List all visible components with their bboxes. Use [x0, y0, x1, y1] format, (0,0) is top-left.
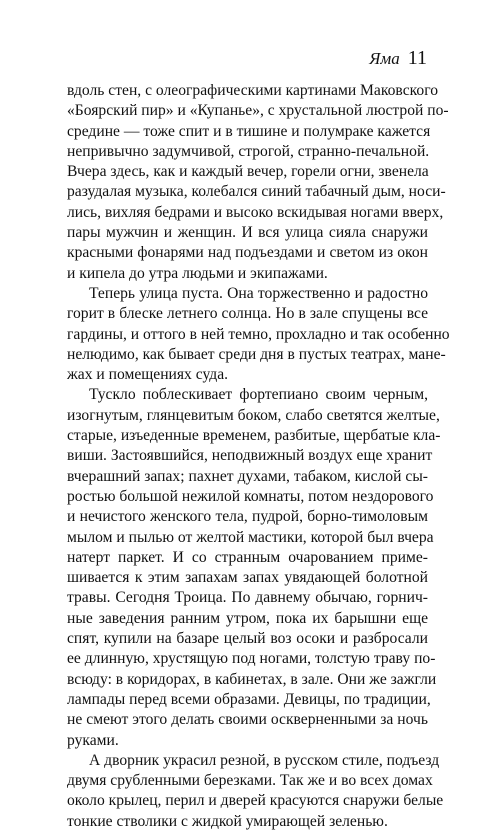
- text-line: «Боярский пир» и «Купанье», с хрустальной люстрой по-: [67, 102, 449, 120]
- text-line: Вчера здесь, как и каждый вечер, горели огни, звенела: [67, 163, 429, 181]
- page-number: 11: [407, 47, 427, 69]
- text-line: пары мужчин и женщин. И вся улица сияла снаружи: [67, 224, 428, 242]
- body-text: [67, 81, 450, 832]
- text-line: жах и помещениях суда.: [67, 366, 229, 384]
- text-line: травы. Сегодня Троица. По давнему обычаю, горнич-: [67, 589, 428, 607]
- text-line: старые, изъеденные временем, разбитые, щербатые кла-: [67, 427, 441, 445]
- text-line: вчерашний запах; пахнет духами, табаком, кислой сы-: [67, 467, 428, 485]
- text-line: около крылец, перил и дверей красуются снаружи белые: [67, 792, 444, 810]
- text-line: и нечистого женского тела, пудрой, борно-тимоловым: [67, 508, 428, 526]
- text-line: двумя срубленными березками. Так же и во всех домах: [67, 772, 433, 790]
- text-line: ростью большой нежилой комнаты, потом нездорового: [67, 487, 434, 505]
- running-header: [369, 46, 427, 71]
- text-line: руками.: [67, 731, 119, 749]
- text-line: ее длинную, хрустящую под ногами, толстую траву по-: [67, 650, 436, 668]
- text-line: горит в блеске летнего солнца. Но в зале спущены все: [67, 305, 428, 323]
- text-line: и кипела до утра людьми и экипажами.: [67, 264, 328, 282]
- text-line: виши. Застоявшийся, неподвижный воздух еще хранит: [67, 447, 433, 465]
- text-line: шивается к этим запахам запах увядающей болотной: [67, 569, 428, 587]
- text-line: всюду: в коридорах, в кабинетах, в зале. Они же зажгли: [67, 670, 437, 688]
- paragraph: [67, 81, 449, 284]
- text-line: лись, вихляя бедрами и высоко вскидывая ногами вверх,: [67, 203, 444, 221]
- text-line: Теперь улица пуста. Она торжественно и радостно: [89, 284, 428, 302]
- running-title: Яма: [369, 49, 400, 68]
- text-line: ные заведения ранним утром, пока их барышни еще: [67, 609, 428, 627]
- text-line: Тускло поблескивает фортепиано своим черным,: [89, 386, 428, 404]
- text-line: разудалая музыка, колебался синий табачный дым, носи-: [67, 183, 446, 201]
- text-line: изогнутым, глянцевитым боком, слабо светятся желтые,: [67, 406, 440, 424]
- text-line: тонкие стволики с жидкой умирающей зеленью.: [67, 812, 388, 830]
- text-line: нелюдимо, как бывает среди дня в пустых театрах, мане-: [67, 345, 446, 363]
- text-line: А дворник украсил резной, в русском стиле, подъезд: [89, 751, 440, 769]
- text-line: красными фонарями над подъездами и светом из окон: [67, 244, 428, 262]
- text-line: вдоль стен, с олеографическими картинами Маковского: [67, 82, 439, 99]
- paragraph: [67, 751, 444, 832]
- paragraph: [67, 385, 441, 750]
- text-line: гардины, и оттого в ней темно, прохладно и так особенно: [67, 325, 450, 343]
- text-line: мылом и пылью от желтой мастики, которой был вчера: [67, 528, 434, 546]
- text-line: лампады перед всеми образами. Девицы, по традиции,: [67, 690, 431, 708]
- text-line: средине — тоже спит и в тишине и полумраке кажется: [67, 122, 431, 140]
- paragraph: [67, 284, 450, 385]
- text-line: натерт паркет. И со странным очарованием приме-: [67, 548, 428, 566]
- text-line: спят, купили на базаре целый воз осоки и разбросали: [67, 630, 428, 648]
- text-line: непривычно задумчивой, строгой, странно-печальной.: [67, 142, 430, 160]
- text-line: не смеют этого делать своими оскверненными за ночь: [67, 711, 428, 729]
